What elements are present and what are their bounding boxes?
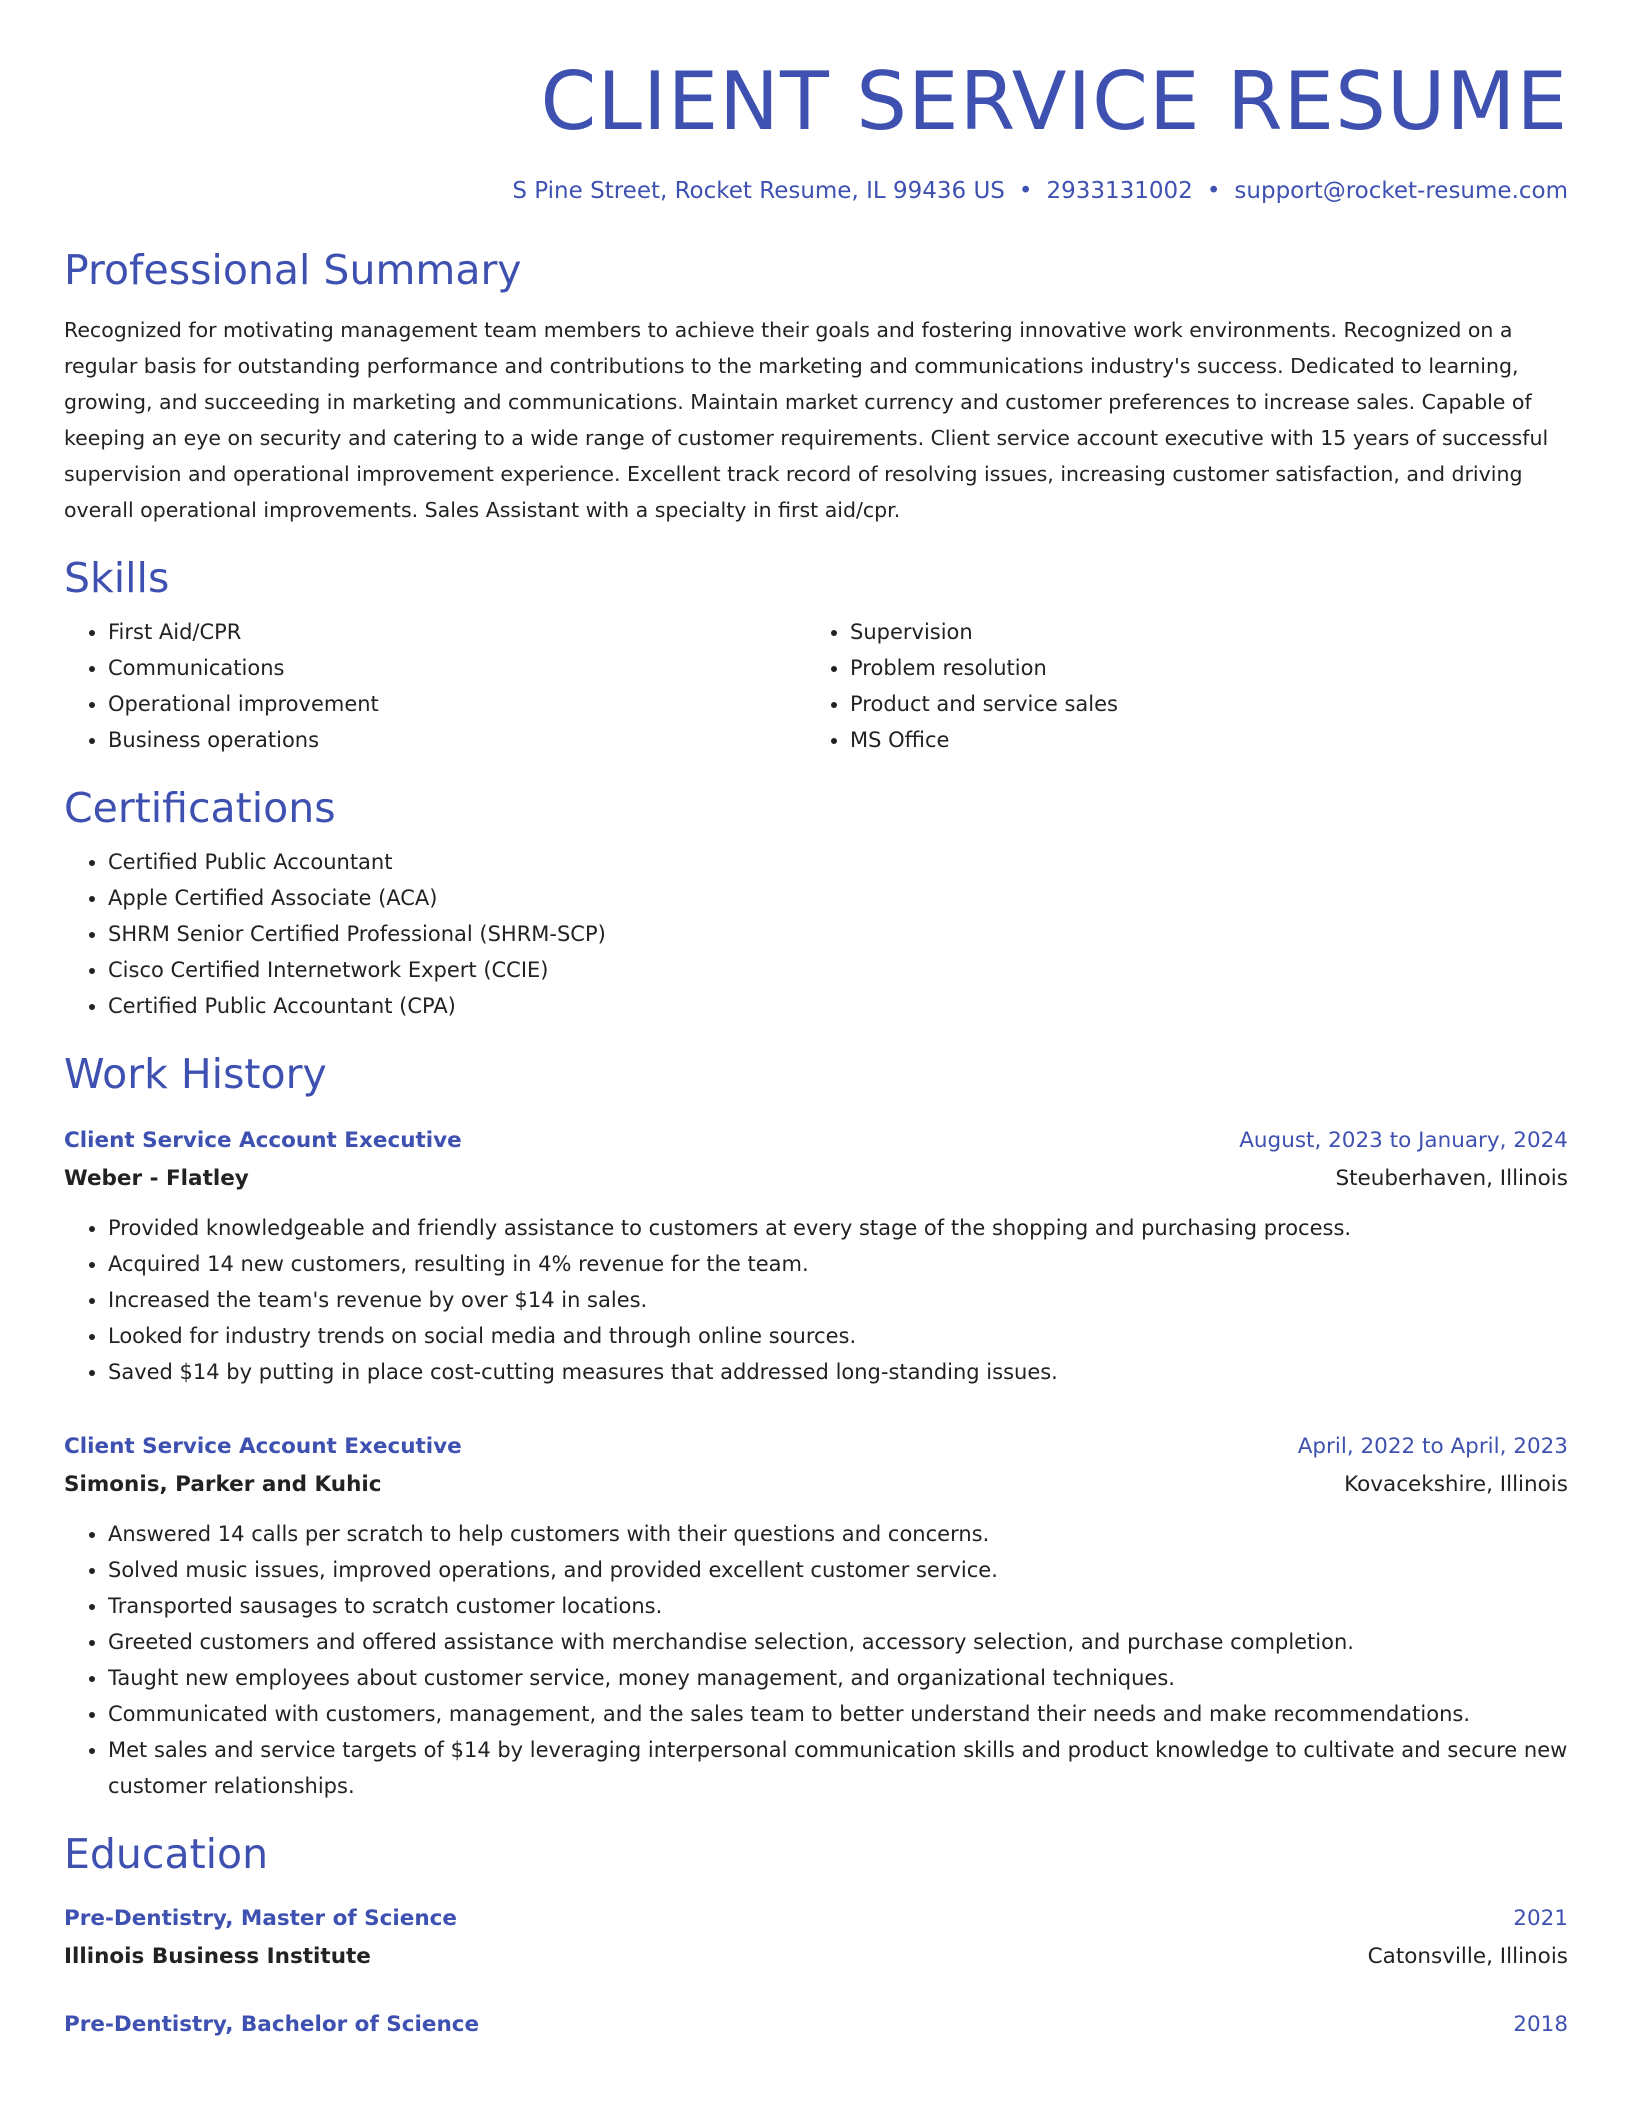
education-year: 2021 — [1513, 1906, 1568, 1931]
certification-item: • Certified Public Accountant — [108, 844, 1568, 880]
job-bullet: • Transported sausages to scratch customer locations. — [108, 1588, 1568, 1624]
job-bullet: • Saved $14 by putting in place cost-cutting measures that addressed long-standing issues. — [108, 1354, 1568, 1390]
education-school-row — [64, 1938, 1568, 1976]
job-bullet: • Acquired 14 new customers, resulting in 4% revenue for the team. — [108, 1246, 1568, 1282]
education-header-row — [64, 2006, 1568, 2044]
certification-item: • Certified Public Accountant (CPA) — [108, 988, 1568, 1024]
education-entry — [64, 1900, 1568, 1976]
skill-item: • Product and service sales — [850, 686, 1548, 722]
job-location: Kovacekshire, Illinois — [1344, 1472, 1568, 1497]
job-bullet: • Increased the team's revenue by over $14 in sales. — [108, 1282, 1568, 1318]
job-company: Weber - Flatley — [64, 1166, 249, 1191]
job-company-row — [64, 1466, 1568, 1504]
education-heading: Education — [64, 1830, 269, 1878]
job-title: Client Service Account Executive — [64, 1434, 462, 1459]
job-bullets — [64, 1516, 1568, 1804]
job-bullet: • Answered 14 calls per scratch to help customers with their questions and concerns. — [108, 1516, 1568, 1552]
skill-item: • Problem resolution — [850, 650, 1548, 686]
skill-item: • Supervision — [850, 614, 1548, 650]
job-bullet: • Looked for industry trends on social media and through online sources. — [108, 1318, 1568, 1354]
job-company-row — [64, 1160, 1568, 1198]
education-year: 2018 — [1513, 2012, 1568, 2037]
work-history-heading: Work History — [64, 1050, 327, 1098]
summary-heading: Professional Summary — [64, 246, 522, 294]
certifications-list — [64, 844, 1568, 1024]
contact-address: S Pine Street, Rocket Resume, IL 99436 US — [512, 178, 1005, 204]
contact-separator: • — [1018, 178, 1033, 204]
education-entry — [64, 2006, 1568, 2044]
job-bullets — [64, 1210, 1568, 1390]
job-header-row — [64, 1428, 1568, 1466]
skills-heading: Skills — [64, 554, 170, 602]
skill-item: • Communications — [108, 650, 806, 686]
job-bullet: • Greeted customers and offered assistance with merchandise selection, accessory selection, and purchase completion. — [108, 1624, 1568, 1660]
summary-text: Recognized for motivating management team members to achieve their goals and fostering innovative work environments. Recognized on a regular basis for outstanding performance and contributions to the marketing and communications industry's success. Dedicated to learning, growing, and succeeding in marketing and communications. Maintain market currency and customer preferences to increase sales. Capable of keeping an eye on security and catering to a wide range of customer requirements. Client service account executive with 15 years of successful supervision and operational improvement experience. Excellent track record of resolving issues, increasing customer satisfaction, and driving overall operational improvements. Sales Assistant with a specialty in first aid/cpr. — [64, 318, 1549, 522]
job-header-row — [64, 1122, 1568, 1160]
job-dates: August, 2023 to January, 2024 — [1239, 1128, 1568, 1153]
education-degree: Pre-Dentistry, Master of Science — [64, 1906, 457, 1931]
contact-phone[interactable]: 2933131002 — [1046, 178, 1193, 204]
job-bullet: • Met sales and service targets of $14 by leveraging interpersonal communication skills and product knowledge to cultivate and secure new customer relationships. — [108, 1732, 1568, 1804]
resume-title: CLIENT SERVICE RESUME — [540, 55, 1568, 148]
job-dates: April, 2022 to April, 2023 — [1297, 1434, 1568, 1459]
job-bullet: • Taught new employees about customer service, money management, and organizational techniques. — [108, 1660, 1568, 1696]
resume-page — [64, 0, 1568, 2044]
education-location: Catonsville, Illinois — [1367, 1944, 1568, 1969]
certifications-heading: Certifications — [64, 784, 336, 832]
education-header-row — [64, 1900, 1568, 1938]
skills-column-left — [64, 614, 806, 758]
job-location: Steuberhaven, Illinois — [1335, 1166, 1568, 1191]
skill-item: • First Aid/CPR — [108, 614, 806, 650]
education-school: Illinois Business Institute — [64, 1944, 371, 1969]
job-bullet: • Provided knowledgeable and friendly assistance to customers at every stage of the shopping and purchasing process. — [108, 1210, 1568, 1246]
contact-email[interactable]: support@rocket-resume.com — [1234, 178, 1568, 204]
certification-item: • SHRM Senior Certified Professional (SHRM-SCP) — [108, 916, 1568, 952]
skill-item: • Operational improvement — [108, 686, 806, 722]
skills-column-right — [806, 614, 1548, 758]
job-company: Simonis, Parker and Kuhic — [64, 1472, 382, 1497]
job-entry — [64, 1122, 1568, 1390]
certification-item: • Cisco Certified Internetwork Expert (CCIE) — [108, 952, 1568, 988]
education-degree: Pre-Dentistry, Bachelor of Science — [64, 2012, 480, 2037]
skills-list — [64, 614, 1568, 758]
job-bullet: • Solved music issues, improved operations, and provided excellent customer service. — [108, 1552, 1568, 1588]
job-bullet: • Communicated with customers, management, and the sales team to better understand their needs and make recommendations. — [108, 1696, 1568, 1732]
job-entry — [64, 1428, 1568, 1804]
certification-item: • Apple Certified Associate (ACA) — [108, 880, 1568, 916]
skill-item: • Business operations — [108, 722, 806, 758]
contact-line — [64, 176, 1568, 206]
job-title: Client Service Account Executive — [64, 1128, 462, 1153]
contact-separator: • — [1206, 178, 1221, 204]
skill-item: • MS Office — [850, 722, 1548, 758]
